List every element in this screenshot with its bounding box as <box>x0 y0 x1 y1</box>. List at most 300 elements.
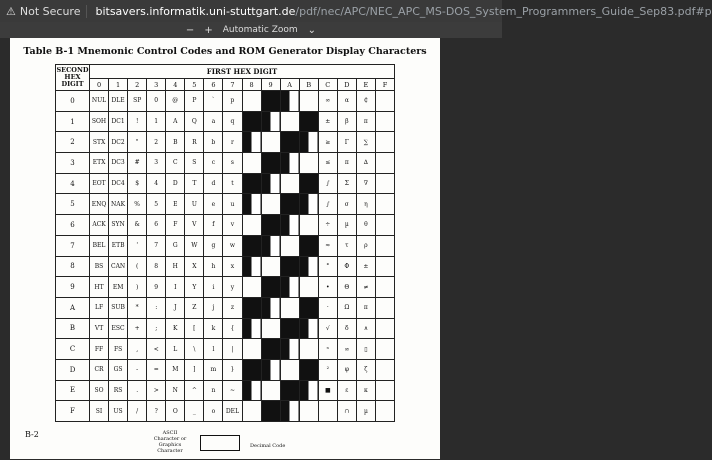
cell-char: 1 <box>154 118 159 126</box>
table-cell <box>223 359 242 380</box>
table-cell <box>337 359 356 380</box>
table-cell <box>109 173 128 194</box>
table-cell <box>299 153 318 174</box>
cell-char: HT <box>94 283 104 291</box>
table-cell <box>204 235 223 256</box>
table-cell <box>204 132 223 153</box>
table-cell <box>204 194 223 215</box>
second-hex-digit-header: SECOND HEX DIGIT <box>56 65 90 91</box>
table-cell <box>204 277 223 298</box>
table-cell <box>356 153 375 174</box>
column-header: B <box>299 79 318 91</box>
table-row <box>56 91 395 112</box>
table-cell <box>280 111 299 132</box>
cell-char: φ <box>344 366 349 374</box>
cell-char: ) <box>135 283 139 291</box>
table-cell <box>261 318 280 339</box>
table-cell <box>299 359 318 380</box>
table-cell <box>109 111 128 132</box>
table-cell <box>128 401 147 422</box>
table-cell <box>147 339 166 360</box>
table-cell <box>318 277 337 298</box>
zoom-select[interactable]: Automatic Zoom <box>222 25 298 35</box>
table-cell <box>166 215 185 236</box>
cell-char: B <box>173 138 178 146</box>
cell-char: BS <box>94 262 104 270</box>
table-cell <box>223 91 242 112</box>
cell-char: { <box>230 324 235 332</box>
cell-char: Y <box>192 283 197 291</box>
table-cell <box>318 359 337 380</box>
row-header: F <box>56 401 90 422</box>
table-row <box>56 297 395 318</box>
table-cell <box>337 111 356 132</box>
column-header: E <box>356 79 375 91</box>
table-cell <box>204 256 223 277</box>
table-cell <box>318 132 337 153</box>
cell-char: ∆ <box>363 159 368 167</box>
table-cell <box>242 91 261 112</box>
table-cell <box>185 277 204 298</box>
cell-char: [ <box>193 324 196 332</box>
table-cell <box>356 318 375 339</box>
cell-char: Ω <box>344 304 350 312</box>
table-cell <box>109 215 128 236</box>
table-cell <box>280 297 299 318</box>
table-cell <box>90 173 109 194</box>
table-cell <box>128 339 147 360</box>
table-cell <box>356 132 375 153</box>
cell-char: τ <box>345 242 349 250</box>
table-cell <box>147 277 166 298</box>
table-cell <box>318 235 337 256</box>
cell-char: X <box>192 262 197 270</box>
table-cell <box>318 194 337 215</box>
cell-char: ; <box>155 324 158 332</box>
table-cell <box>128 297 147 318</box>
cell-char: ∩ <box>344 407 350 415</box>
cell-char: R <box>192 138 197 146</box>
cell-char: ≤ <box>325 159 331 167</box>
column-header: F <box>375 79 394 91</box>
page-title: Table B-1 Mnemonic Control Codes and ROM Generator Display Characters <box>23 46 427 57</box>
table-row <box>56 380 395 401</box>
table-cell <box>242 153 261 174</box>
cell-char: u <box>230 200 235 208</box>
cell-char: NAK <box>111 200 126 208</box>
table-cell <box>280 318 299 339</box>
cell-char: ENQ <box>91 200 107 208</box>
table-cell <box>375 297 394 318</box>
table-cell <box>166 91 185 112</box>
cell-char: LF <box>94 304 104 312</box>
cell-char: F <box>173 221 178 229</box>
column-header: 3 <box>147 79 166 91</box>
cell-char: x <box>230 262 235 270</box>
column-header: 2 <box>128 79 147 91</box>
cell-char: ∫ <box>326 200 330 208</box>
column-header: A <box>280 79 299 91</box>
cell-char: 0 <box>154 97 159 105</box>
cell-char: T <box>192 180 197 188</box>
cell-char: n <box>211 386 216 394</box>
table-cell <box>109 91 128 112</box>
cell-char: > <box>153 386 159 394</box>
legend <box>150 430 310 460</box>
row-header: 6 <box>56 215 90 236</box>
table-cell <box>128 256 147 277</box>
cell-char: j <box>212 304 215 312</box>
table-cell <box>299 401 318 422</box>
cell-char: ≥ <box>325 138 331 146</box>
table-cell <box>147 173 166 194</box>
table-cell <box>299 256 318 277</box>
table-cell <box>299 194 318 215</box>
cell-char: 2 <box>154 138 159 146</box>
table-row <box>56 277 395 298</box>
cell-char: Z <box>192 304 197 312</box>
cell-char: q <box>230 118 235 126</box>
table-cell <box>242 318 261 339</box>
cell-char: H <box>172 262 178 270</box>
table-cell <box>261 111 280 132</box>
table-cell <box>242 401 261 422</box>
cell-char: ETB <box>111 242 125 250</box>
table-cell <box>128 132 147 153</box>
table-cell <box>280 153 299 174</box>
table-cell <box>109 256 128 277</box>
cell-char: d <box>211 180 216 188</box>
cell-char: - <box>136 366 139 374</box>
table-cell <box>242 235 261 256</box>
cell-char: √ <box>325 324 330 332</box>
cell-char: DC1 <box>111 118 125 126</box>
cell-char: ≠ <box>363 283 369 291</box>
url-path: /pdf/nec/APC/NEC_APC_MS-DOS_System_Programmers_Guide_Sep83.pdf#p <box>295 4 712 18</box>
table-cell <box>337 194 356 215</box>
table-cell <box>242 277 261 298</box>
row-header: A <box>56 297 90 318</box>
table-cell <box>375 401 394 422</box>
cell-char: z <box>230 304 235 312</box>
cell-char: DLE <box>111 97 125 105</box>
table-cell <box>242 194 261 215</box>
table-row <box>56 194 395 215</box>
table-cell <box>147 256 166 277</box>
table-cell <box>204 380 223 401</box>
table-cell <box>261 194 280 215</box>
cell-char: ` <box>211 97 215 105</box>
table-cell <box>242 380 261 401</box>
table-cell <box>109 153 128 174</box>
cell-char: SOH <box>91 118 107 126</box>
table-row <box>56 215 395 236</box>
column-header: 6 <box>204 79 223 91</box>
cell-char: NUL <box>91 97 107 105</box>
table-cell <box>280 173 299 194</box>
cell-char: J <box>174 304 177 312</box>
table-cell <box>204 111 223 132</box>
table-cell <box>204 318 223 339</box>
table-cell <box>204 215 223 236</box>
table-cell <box>223 297 242 318</box>
table-cell <box>147 153 166 174</box>
table-cell <box>147 91 166 112</box>
table-cell <box>337 380 356 401</box>
table-cell <box>223 380 242 401</box>
table-cell <box>356 235 375 256</box>
cell-char: DEL <box>225 407 240 415</box>
table-cell <box>337 401 356 422</box>
cell-char: 6 <box>154 221 159 229</box>
table-cell <box>280 256 299 277</box>
cell-char: A <box>173 118 178 126</box>
table-cell <box>242 132 261 153</box>
table-cell <box>261 215 280 236</box>
url-host: bitsavers.informatik.uni-stuttgart.de <box>95 4 296 18</box>
row-header: 5 <box>56 194 90 215</box>
column-header: 1 <box>109 79 128 91</box>
table-cell <box>128 277 147 298</box>
table-cell <box>356 297 375 318</box>
cell-char: < <box>153 345 159 353</box>
table-cell <box>109 380 128 401</box>
cell-char: ε <box>345 386 349 394</box>
table-cell <box>109 359 128 380</box>
cell-char: η <box>364 200 368 208</box>
table-cell <box>166 359 185 380</box>
cell-char: π <box>363 118 368 126</box>
table-cell <box>109 339 128 360</box>
table-cell <box>242 173 261 194</box>
table-cell <box>185 380 204 401</box>
cell-char: · <box>326 304 329 312</box>
cell-char: 4 <box>154 180 159 188</box>
table-cell <box>147 111 166 132</box>
cell-char: β <box>345 118 349 126</box>
first-hex-digit-header: FIRST HEX DIGIT <box>90 65 395 79</box>
pdf-viewer[interactable] <box>0 38 502 459</box>
table-cell <box>299 111 318 132</box>
cell-char: ACK <box>92 221 106 229</box>
table-cell <box>147 215 166 236</box>
table-cell <box>375 318 394 339</box>
cell-char: π <box>344 159 349 167</box>
table-cell <box>299 318 318 339</box>
table-cell <box>299 173 318 194</box>
table-cell <box>261 297 280 318</box>
row-header: 2 <box>56 132 90 153</box>
table-cell <box>128 194 147 215</box>
table-cell <box>261 339 280 360</box>
cell-char: ■ <box>324 386 331 394</box>
table-cell <box>375 359 394 380</box>
table-row <box>56 235 395 256</box>
table-cell <box>318 380 337 401</box>
table-cell <box>375 111 394 132</box>
legend-right-label: Decimal Code <box>250 443 286 449</box>
cell-char: ? <box>154 407 158 415</box>
cell-char: CAN <box>111 262 126 270</box>
cell-char: ' <box>136 242 138 250</box>
zoom-in-icon[interactable]: + <box>204 24 213 36</box>
table-row <box>56 339 395 360</box>
table-cell <box>242 297 261 318</box>
table-cell <box>90 256 109 277</box>
cell-char: ∞ <box>325 97 331 105</box>
cell-char: m <box>210 366 217 374</box>
cell-char: C <box>172 159 178 167</box>
table-cell <box>280 215 299 236</box>
row-header: E <box>56 380 90 401</box>
column-header: 0 <box>90 79 109 91</box>
table-cell <box>223 256 242 277</box>
address-bar[interactable] <box>0 0 712 22</box>
column-header: 9 <box>261 79 280 91</box>
table-cell <box>356 380 375 401</box>
table-cell <box>280 380 299 401</box>
table-cell <box>356 215 375 236</box>
table-cell <box>128 111 147 132</box>
table-cell <box>356 256 375 277</box>
table-row <box>56 401 395 422</box>
page-number: B-2 <box>25 430 39 439</box>
cell-char: ESC <box>111 324 125 332</box>
cell-char: E <box>173 200 178 208</box>
table-cell <box>147 194 166 215</box>
table-cell <box>185 339 204 360</box>
table-cell <box>223 401 242 422</box>
security-label[interactable]: Not Secure <box>20 5 88 18</box>
table-cell <box>90 111 109 132</box>
zoom-out-icon[interactable]: − <box>185 24 195 36</box>
table-cell <box>90 401 109 422</box>
table-cell <box>128 215 147 236</box>
table-cell <box>109 194 128 215</box>
column-header: 4 <box>166 79 185 91</box>
cell-char: SUB <box>111 304 125 312</box>
cell-char: DC4 <box>111 180 125 188</box>
table-cell <box>356 173 375 194</box>
cell-char: l <box>212 345 215 353</box>
table-cell <box>337 91 356 112</box>
cell-char: W <box>191 242 198 250</box>
table-cell <box>337 277 356 298</box>
cell-char: DC3 <box>111 159 125 167</box>
table-cell <box>90 215 109 236</box>
table-cell <box>185 401 204 422</box>
cell-char: ∫ <box>326 180 330 188</box>
cell-char: o <box>211 407 216 415</box>
cell-char: 7 <box>154 242 159 250</box>
chevron-down-icon[interactable]: ⌄ <box>307 24 317 36</box>
table-cell <box>280 194 299 215</box>
cell-char: S <box>192 159 197 167</box>
table-cell <box>185 235 204 256</box>
row-header: C <box>56 339 90 360</box>
table-cell <box>242 215 261 236</box>
table-cell <box>90 235 109 256</box>
cell-char: V <box>192 221 197 229</box>
table-row <box>56 359 395 380</box>
table-cell <box>185 359 204 380</box>
cell-char: . <box>136 386 139 394</box>
table-cell <box>223 153 242 174</box>
warning-icon: ⚠ <box>6 4 16 18</box>
table-cell <box>337 297 356 318</box>
table-cell <box>109 297 128 318</box>
table-cell <box>299 339 318 360</box>
cell-char: BEL <box>92 242 106 250</box>
table-cell <box>299 297 318 318</box>
cell-char: ∧ <box>363 324 369 332</box>
cell-char: p <box>230 97 235 105</box>
table-cell <box>90 359 109 380</box>
table-cell <box>204 153 223 174</box>
table-cell <box>375 339 394 360</box>
table-cell <box>261 132 280 153</box>
table-cell <box>375 215 394 236</box>
cell-char: M <box>172 366 179 374</box>
cell-char: O <box>172 407 178 415</box>
table-cell <box>318 318 337 339</box>
table-cell <box>356 359 375 380</box>
cell-char: f <box>212 221 215 229</box>
cell-char: # <box>134 159 140 167</box>
cell-char: Γ <box>344 138 349 146</box>
table-cell <box>356 401 375 422</box>
cell-char: SI <box>95 407 103 415</box>
cell-char: • <box>326 283 330 291</box>
cell-char: EM <box>112 283 124 291</box>
table-cell <box>261 277 280 298</box>
legend-box <box>200 435 240 451</box>
table-cell <box>261 91 280 112</box>
table-cell <box>375 235 394 256</box>
row-header: 8 <box>56 256 90 277</box>
table-cell <box>166 277 185 298</box>
table-cell <box>261 380 280 401</box>
table-cell <box>223 235 242 256</box>
cell-char: σ <box>344 200 349 208</box>
table-cell <box>128 380 147 401</box>
table-cell <box>280 359 299 380</box>
cell-char: | <box>231 345 234 353</box>
table-cell <box>261 256 280 277</box>
cell-char: δ <box>345 324 349 332</box>
cell-char: α <box>344 97 349 105</box>
row-header: 9 <box>56 277 90 298</box>
table-cell <box>128 359 147 380</box>
table-cell <box>280 235 299 256</box>
cell-char: P <box>192 97 197 105</box>
table-cell <box>166 339 185 360</box>
cell-char: U <box>191 200 197 208</box>
table-cell <box>147 380 166 401</box>
table-cell <box>356 91 375 112</box>
table-cell <box>280 401 299 422</box>
table-cell <box>299 215 318 236</box>
table-cell <box>166 153 185 174</box>
table-cell <box>223 111 242 132</box>
table-cell <box>204 297 223 318</box>
cell-char: 5 <box>154 200 159 208</box>
table-cell <box>109 277 128 298</box>
cell-char: ^ <box>191 386 197 394</box>
cell-char: ρ <box>364 242 368 250</box>
cell-char: 9 <box>154 283 159 291</box>
table-cell <box>204 339 223 360</box>
